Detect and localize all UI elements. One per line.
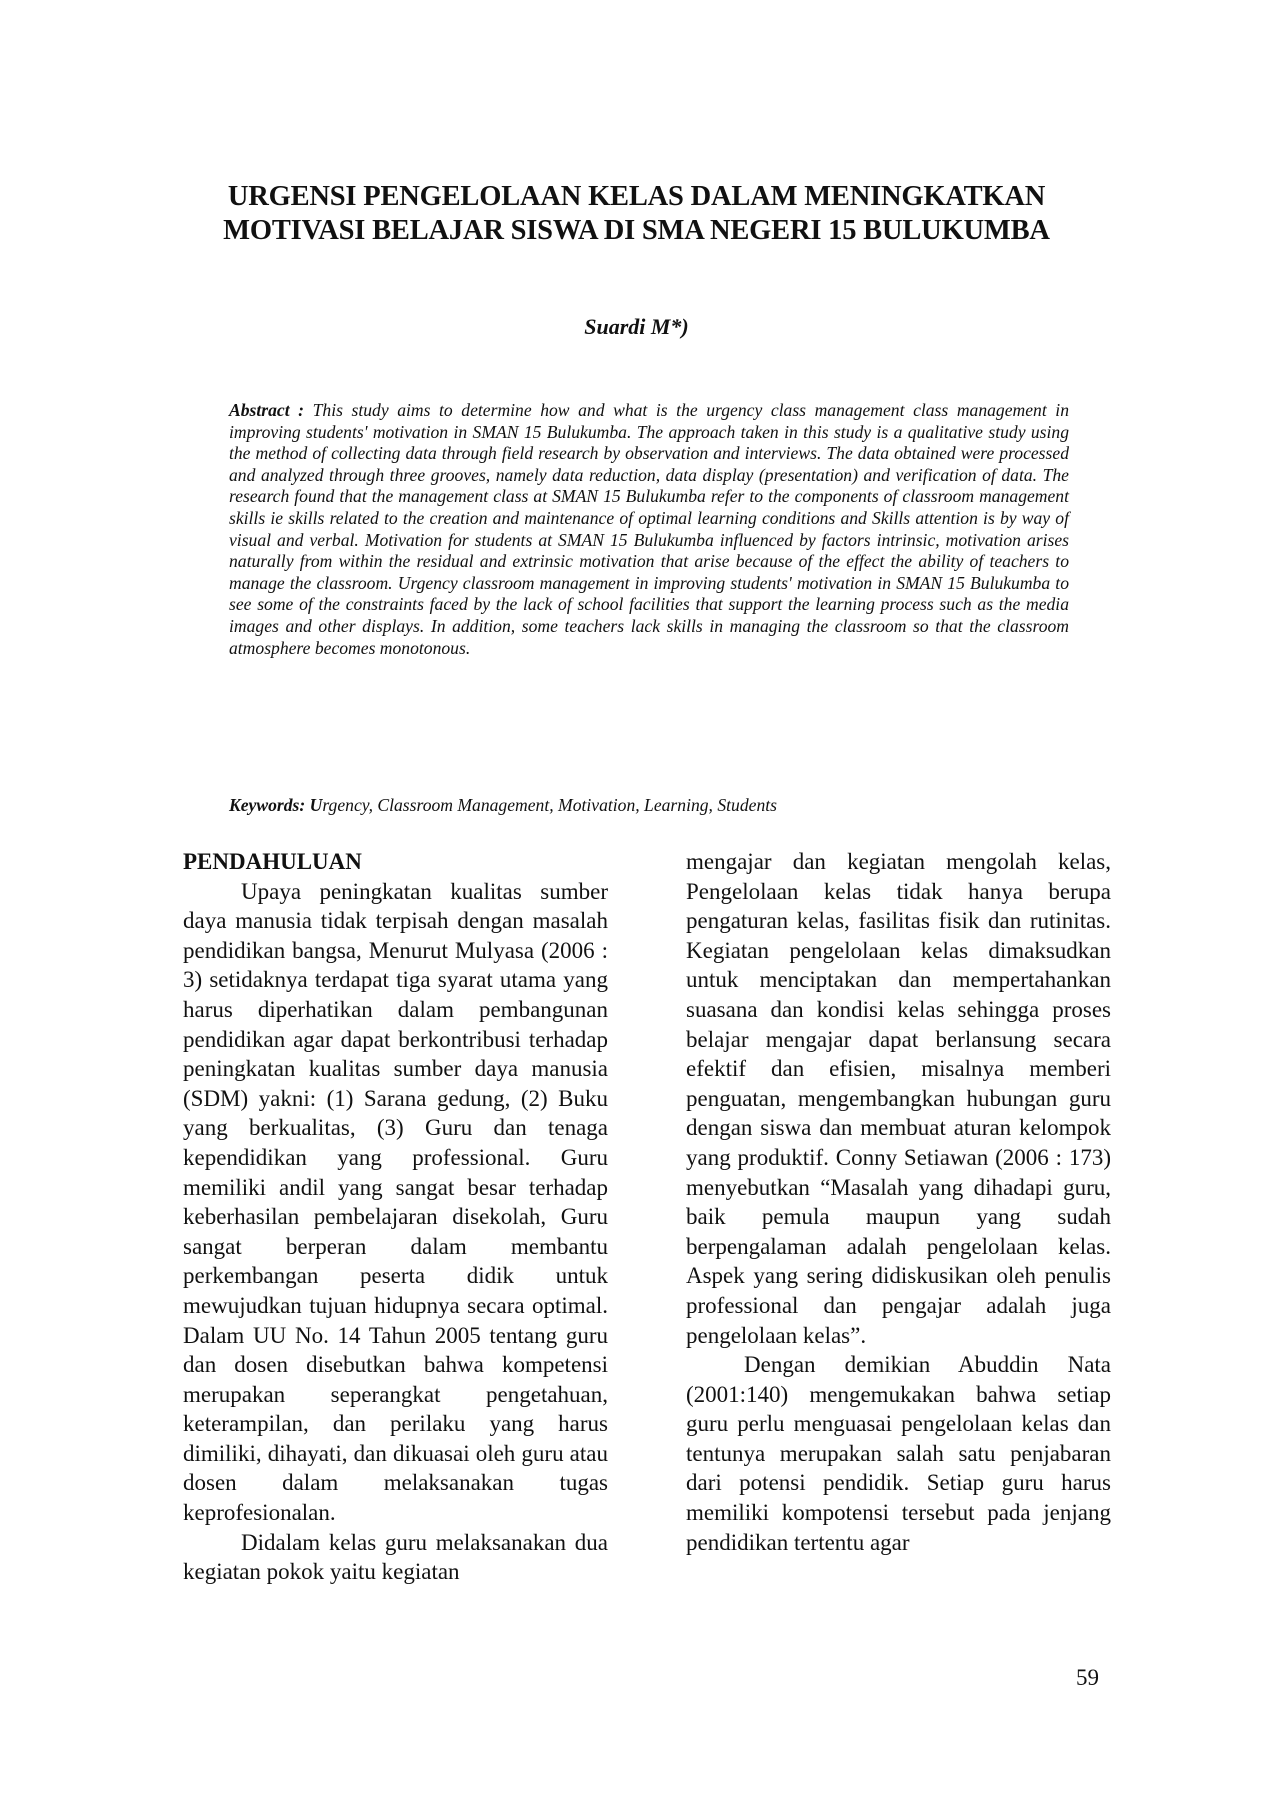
keywords-text: rgency, Classroom Management, Motivation, Learning, Students: [322, 795, 777, 815]
body-paragraph: Didalam kelas guru melaksanakan dua kegiatan pokok yaitu kegiatan: [183, 1529, 608, 1585]
abstract-text: This study aims to determine how and what is the urgency class management class management in improving students' motivation in SMAN 15 Bulukumba. The approach taken in this study is a qualitative study using the method of collecting data through field research by observation and interviews. The data obtained were processed and analyzed through three grooves, namely data reduction, data display (presentation) and verification of data. The research found that the management class at SMAN 15 Bulukumba refer to the components of classroom management skills ie skills related to the creation and maintenance of optimal learning conditions and Skills attention is by way of visual and verbal. Motivation for students at SMAN 15 Bulukumba influenced by factors intrinsic, motivation arises naturally from within the residual and extrinsic motivation that arise because of the effect the ability of teachers to manage the classroom. Urgency classroom management in improving students' motivation in SMAN 15 Bulukumba to see some of the constraints faced by the lack of school facilities that support the learning process such as the media images and other displays. In addition, some teachers lack skills in managing the classroom so that the classroom atmosphere becomes monotonous.: [229, 400, 1069, 658]
body-paragraph: Upaya peningkatan kualitas sumber daya manusia tidak terpisah dengan masalah pendidikan bangsa, Menurut Mulyasa (2006 : 3) setidaknya terdapat tiga syarat utama yang harus diperhatikan dalam pembangunan pendidikan agar dapat berkontribusi terhadap peningkatan kualitas sumber daya manusia (SDM) yakni: (1) Sarana gedung, (2) Buku yang berkualitas, (3) Guru dan tenaga kependidikan yang professional. Guru memiliki andil yang sangat besar terhadap keberhasilan pembelajaran disekolah, Guru sangat berperan dalam membantu perkembangan peserta didik untuk mewujudkan tujuan hidupnya secara optimal. Dalam UU No. 14 Tahun 2005 tentang guru dan dosen disebutkan bahwa kompetensi merupakan seperangkat pengetahuan, keterampilan, dan perilaku yang harus dimiliki, dihayati, dan dikuasai oleh guru atau dosen dalam melaksanakan tugas keprofesionalan.: [183, 878, 608, 1526]
title-line-2: MOTIVASI BELAJAR SISWA DI SMA NEGERI 15 BULUKUMBA: [223, 215, 1050, 246]
page-number: 59: [1076, 1665, 1099, 1690]
body-paragraph: Dengan demikian Abuddin Nata (2001:140) mengemukakan bahwa setiap guru perlu menguasai pengelolaan kelas dan tentunya merupakan salah satu penjabaran dari potensi pendidik. Setiap guru harus memiliki kompotensi tersebut pada jenjang pendidikan tertentu agar: [686, 1352, 1111, 1555]
body-paragraph: mengajar dan kegiatan mengolah kelas, Pengelolaan kelas tidak hanya berupa pengaturan kelas, fasilitas fisik dan rutinitas. Kegiatan pengelolaan kelas dimaksudkan untuk menciptakan dan mempertahankan suasana dan kondisi kelas sehingga proses belajar mengajar dapat berlansung secara efektif dan efisien, misalnya memberi penguatan, mengembangkan hubungan guru dengan siswa dan membuat aturan kelompok yang produktif. Conny Setiawan (2006 : 173) menyebutkan “Masalah yang dihadapi guru, baik pemula maupun yang sudah berpengalaman adalah pengelolaan kelas. Aspek yang sering didiskusikan oleh penulis professional dan pengajar adalah juga pengelolaan kelas”.: [686, 849, 1111, 1348]
right-column: [686, 847, 1111, 1557]
abstract: [229, 400, 1069, 659]
paper-title: [150, 180, 1123, 248]
section-heading: PENDAHULUAN: [183, 849, 362, 874]
abstract-label: Abstract :: [229, 400, 305, 420]
keywords-label: Keywords: U: [229, 795, 323, 815]
keywords: [229, 795, 1069, 816]
left-column: [183, 847, 608, 1587]
author-name: Suardi M*): [584, 314, 689, 339]
title-line-1: URGENSI PENGELOLAAN KELAS DALAM MENINGKATKAN: [227, 181, 1046, 212]
